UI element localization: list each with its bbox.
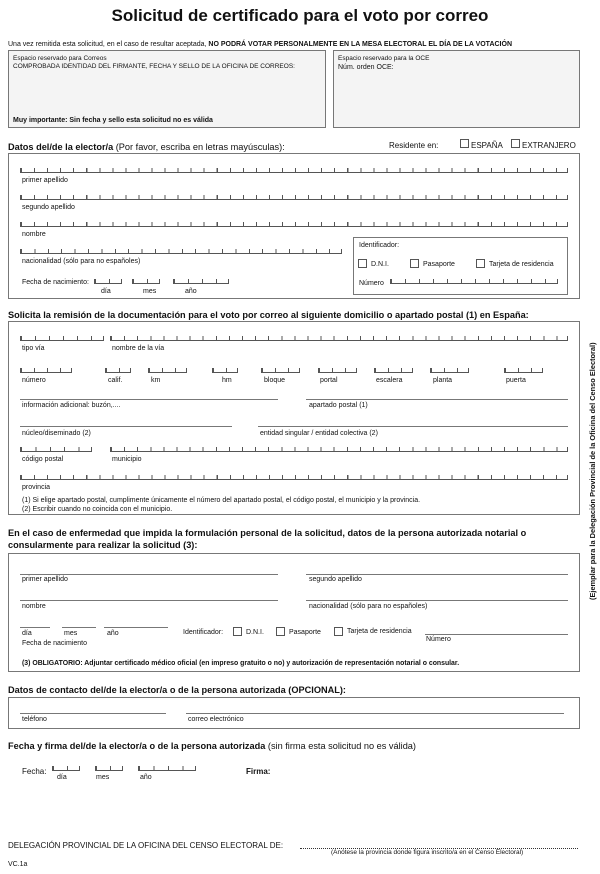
calif-field[interactable] [105,368,131,373]
hm-field[interactable] [212,368,238,373]
pasaporte-checkbox[interactable] [410,259,419,268]
aut-tarjeta-checkbox[interactable] [334,627,343,636]
nacionalidad-label: nacionalidad (sólo para no españoles) [22,258,141,265]
aut-mes-label: mes [64,630,78,637]
domicilio-section-box [8,321,580,515]
fecha-label: Fecha: [22,767,47,776]
puerta-label: puerta [506,377,526,384]
domicilio-note1: (1) Si elige apartado postal, cumplimente únicamente el número del apartado postal, el código postal, el municipio y la provincia. [22,497,421,504]
portal-label: portal [320,377,338,384]
firma-anio-field[interactable] [138,766,196,771]
aut-dia-label: día [22,630,32,637]
primer-apellido-field[interactable] [20,168,568,173]
puerta-field[interactable] [504,368,543,373]
nombre-via-field[interactable] [110,336,568,341]
aut-nacionalidad-label: nacionalidad (sólo para no españoles) [309,603,428,610]
firma-dia-label: día [57,774,67,781]
residente-label: Residente en: [389,141,439,150]
apartado-postal-line[interactable] [306,399,568,400]
segundo-apellido-field[interactable] [20,195,568,200]
aut-mes-line[interactable] [62,627,96,628]
info-adicional-label: información adicional: buzón,.... [22,402,121,409]
contacto-heading: Datos de contacto del/de la elector/a o de la persona autorizada (OPCIONAL): [8,685,346,695]
bloque-field[interactable] [261,368,300,373]
intro-bold: NO PODRÁ VOTAR PERSONALMENTE EN LA MESA ELECTORAL EL DÍA DE LA VOTACIÓN [208,41,512,48]
segundo-apellido-label: segundo apellido [22,204,75,211]
elector-heading [8,142,285,152]
nacionalidad-field[interactable] [20,249,342,254]
nombre-via-label: nombre de la vía [112,345,165,352]
aut-identificador-label: Identificador: [183,629,224,636]
oce-line1: Espacio reservado para la OCE [338,55,430,62]
tipo-via-field[interactable] [20,336,104,341]
firma-label: Firma: [246,767,271,776]
elector-heading-note: (Por favor, escriba en letras mayúsculas): [113,142,285,152]
correo-label: correo electrónico [188,716,244,723]
tarjeta-checkbox[interactable] [476,259,485,268]
aut-dni-label: D.N.I. [246,629,264,636]
provincia-label: provincia [22,484,51,491]
aut-dni-checkbox[interactable] [233,627,242,636]
firma-mes-field[interactable] [95,766,123,771]
aut-numero-line[interactable] [425,634,568,635]
municipio-label: municipio [112,456,142,463]
nucleo-label: núcleo/diseminado (2) [22,430,91,437]
planta-field[interactable] [430,368,469,373]
dni-label: D.N.I. [371,261,389,268]
extranjero-checkbox[interactable] [511,139,520,148]
aut-fecha-nacimiento-label: Fecha de nacimiento [22,640,87,647]
numero-label: número [22,377,46,384]
apartado-postal-label: apartado postal (1) [309,402,368,409]
anio-label: año [185,288,197,295]
intro-normal: Una vez remitida esta solicitud, en el caso de resultar aceptada, [8,41,209,48]
domicilio-heading: Solicita la remisión de la documentación para el voto por correo al siguiente domicilio o apartado postal (1) en España: [8,310,529,320]
form-code: VC.1a [8,861,28,868]
aut-nacionalidad-line[interactable] [306,600,568,601]
aut-pasaporte-label: Pasaporte [289,629,321,636]
aut-segundo-apellido-line[interactable] [306,574,568,575]
delegacion-note: (Anótese la provincia donde figura inscrito/a en el Censo Electoral) [331,849,524,856]
numero-id-field[interactable] [390,279,558,284]
telefono-label: teléfono [22,716,47,723]
primer-apellido-label: primer apellido [22,177,68,184]
oce-line2: Núm. orden OCE: [338,64,394,71]
firma-dia-field[interactable] [52,766,80,771]
anio-field[interactable] [173,279,229,284]
form-title: Solicitud de certificado para el voto por correo [111,6,489,25]
identificador-label: Identificador: [359,242,400,249]
aut-nombre-line[interactable] [20,600,278,601]
mes-field[interactable] [132,279,160,284]
numero-id-label: Número [359,280,384,287]
numero-field[interactable] [20,368,72,373]
mes-label: mes [143,288,157,295]
firma-heading [8,741,416,751]
aut-primer-apellido-label: primer apellido [22,576,68,583]
entidad-line[interactable] [258,426,568,427]
planta-label: planta [433,377,453,384]
autorizada-heading-1: En el caso de enfermedad que impida la formulación personal de la solicitud, datos de la persona autorizada notarial o [8,528,527,538]
escalera-field[interactable] [374,368,413,373]
obligatorio-note: (3) OBLIGATORIO: Adjuntar certificado médico oficial (en impreso gratuito o no) y autorización de representación notarial o consular. [22,660,460,667]
km-field[interactable] [148,368,187,373]
municipio-field[interactable] [110,447,568,452]
correos-line1: Espacio reservado para Correos [13,55,107,62]
escalera-label: escalera [376,377,403,384]
entidad-label: entidad singular / entidad colectiva (2) [260,430,378,437]
aut-tarjeta-label: Tarjeta de residencia [347,628,412,635]
elector-heading-bold: Datos del/de la elector/a [8,142,114,152]
firma-heading-bold: Fecha y firma del/de la elector/a o de la persona autorizada [8,741,266,751]
domicilio-note2: (2) Escribir cuando no coincida con el municipio. [22,506,173,513]
tarjeta-label: Tarjeta de residencia [489,261,554,268]
espana-checkbox[interactable] [460,139,469,148]
info-adicional-line[interactable] [20,399,278,400]
fecha-nacimiento-label: Fecha de nacimiento: [22,279,89,286]
aut-anio-label: año [107,630,119,637]
firma-heading-note: (sin firma esta solicitud no es válida) [265,741,416,751]
aut-dia-line[interactable] [20,627,50,628]
calif-label: calif. [108,377,123,384]
espana-label: ESPAÑA [471,141,503,150]
telefono-line[interactable] [20,713,166,714]
aut-primer-apellido-line[interactable] [20,574,278,575]
autorizada-section-box [8,553,580,672]
firma-anio-label: año [140,774,152,781]
codigo-postal-label: código postal [22,456,64,463]
km-label: km [151,377,161,384]
codigo-postal-field[interactable] [20,447,92,452]
firma-mes-label: mes [96,774,110,781]
aut-segundo-apellido-label: segundo apellido [309,576,362,583]
dia-label: día [101,288,111,295]
autorizada-heading-2: consularmente para realizar la solicitud (3): [8,540,198,550]
aut-nombre-label: nombre [22,603,46,610]
nombre-label: nombre [22,231,46,238]
side-text: (Ejemplar para la Delegación Provincial de la Oficina del Censo Electoral) [588,342,597,600]
pasaporte-label: Pasaporte [423,261,455,268]
portal-field[interactable] [318,368,357,373]
correos-line2: COMPROBADA IDENTIDAD DEL FIRMANTE, FECHA Y SELLO DE LA OFICINA DE CORREOS: [13,63,295,70]
aut-numero-label: Número [426,636,451,643]
delegacion-label: DELEGACIÓN PROVINCIAL DE LA OFICINA DEL CENSO ELECTORAL DE: [8,841,284,850]
hm-label: hm [222,377,232,384]
aut-anio-line[interactable] [104,627,168,628]
nucleo-line[interactable] [20,426,232,427]
aut-pasaporte-checkbox[interactable] [276,627,285,636]
intro-text [8,41,512,48]
provincia-field[interactable] [20,475,568,480]
bloque-label: bloque [264,377,286,384]
tipo-via-label: tipo vía [22,345,45,352]
correos-important: Muy importante: Sin fecha y sello esta solicitud no es válida [13,117,213,124]
dia-field[interactable] [94,279,122,284]
nombre-field[interactable] [20,222,568,227]
dni-checkbox[interactable] [358,259,367,268]
extranjero-label: EXTRANJERO [522,141,576,150]
correo-line[interactable] [186,713,564,714]
